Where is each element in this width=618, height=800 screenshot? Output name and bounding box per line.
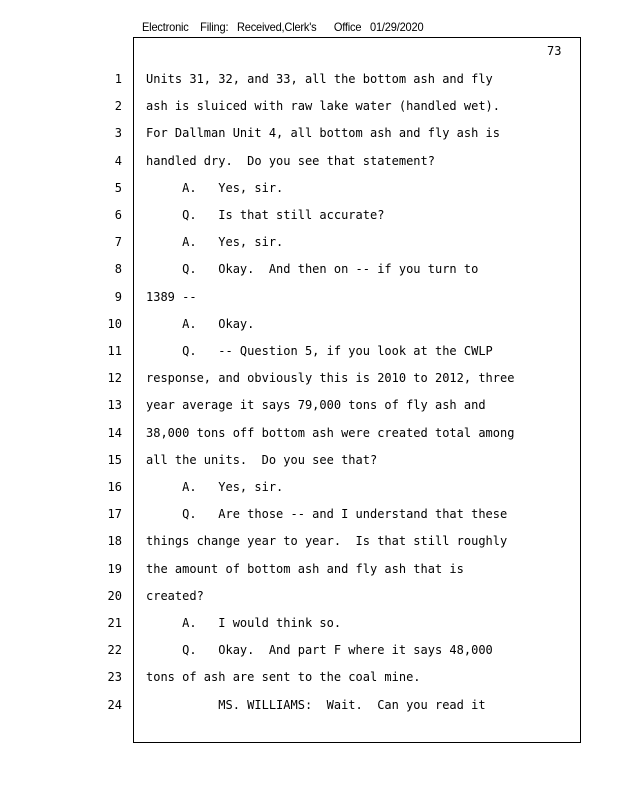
transcript-line: MS. WILLIAMS: Wait. Can you read it — [146, 698, 486, 712]
transcript-line: the amount of bottom ash and fly ash that is — [146, 562, 464, 576]
transcript-line: 1389 -- — [146, 290, 197, 304]
filing-stamp-header: Electronic Filing: Received,Clerk's Office 01/29/2020 — [142, 20, 424, 34]
page-number: 73 — [547, 44, 562, 58]
transcript-line: A. Okay. — [146, 317, 255, 331]
transcript-line: Units 31, 32, and 33, all the bottom ash and fly — [146, 72, 493, 86]
transcript-line: year average it says 79,000 tons of fly ash and — [146, 398, 486, 412]
transcript-line: 38,000 tons off bottom ash were created total among — [146, 426, 515, 440]
transcript-line: A. Yes, sir. — [146, 235, 284, 249]
transcript-line: all the units. Do you see that? — [146, 453, 378, 467]
line-number: 13 — [107, 398, 122, 412]
line-number: 22 — [107, 643, 122, 657]
line-number: 24 — [107, 698, 122, 712]
transcript-line: response, and obviously this is 2010 to 2012, three — [146, 371, 515, 385]
transcript-line: Q. Okay. And part F where it says 48,000 — [146, 643, 493, 657]
line-number: 15 — [107, 453, 122, 467]
transcript-line: A. I would think so. — [146, 616, 342, 630]
line-number: 17 — [107, 507, 122, 521]
transcript-line: A. Yes, sir. — [146, 480, 284, 494]
transcript-page-border — [133, 37, 581, 743]
transcript-line: Q. Is that still accurate? — [146, 208, 385, 222]
line-number: 4 — [114, 154, 122, 168]
transcript-line: Q. Are those -- and I understand that these — [146, 507, 508, 521]
line-number: 8 — [114, 262, 122, 276]
line-number: 5 — [114, 181, 122, 195]
transcript-line: Q. Okay. And then on -- if you turn to — [146, 262, 479, 276]
line-number: 1 — [114, 72, 122, 86]
transcript-line: created? — [146, 589, 204, 603]
line-number: 16 — [107, 480, 122, 494]
line-number: 9 — [114, 290, 122, 304]
line-number: 12 — [107, 371, 122, 385]
transcript-line: handled dry. Do you see that statement? — [146, 154, 435, 168]
line-number: 18 — [107, 534, 122, 548]
line-number: 7 — [114, 235, 122, 249]
line-number: 21 — [107, 616, 122, 630]
line-number: 10 — [107, 317, 122, 331]
line-number: 2 — [114, 99, 122, 113]
transcript-line: Q. -- Question 5, if you look at the CWLP — [146, 344, 493, 358]
line-number: 14 — [107, 426, 122, 440]
line-number: 3 — [114, 126, 122, 140]
line-number: 11 — [107, 344, 122, 358]
transcript-line: tons of ash are sent to the coal mine. — [146, 670, 421, 684]
transcript-line: things change year to year. Is that still roughly — [146, 534, 508, 548]
transcript-line: ash is sluiced with raw lake water (handled wet). — [146, 99, 501, 113]
line-number: 20 — [107, 589, 122, 603]
line-number: 19 — [107, 562, 122, 576]
transcript-line: A. Yes, sir. — [146, 181, 284, 195]
line-number: 6 — [114, 208, 122, 222]
line-number: 23 — [107, 670, 122, 684]
transcript-line: For Dallman Unit 4, all bottom ash and fly ash is — [146, 126, 501, 140]
